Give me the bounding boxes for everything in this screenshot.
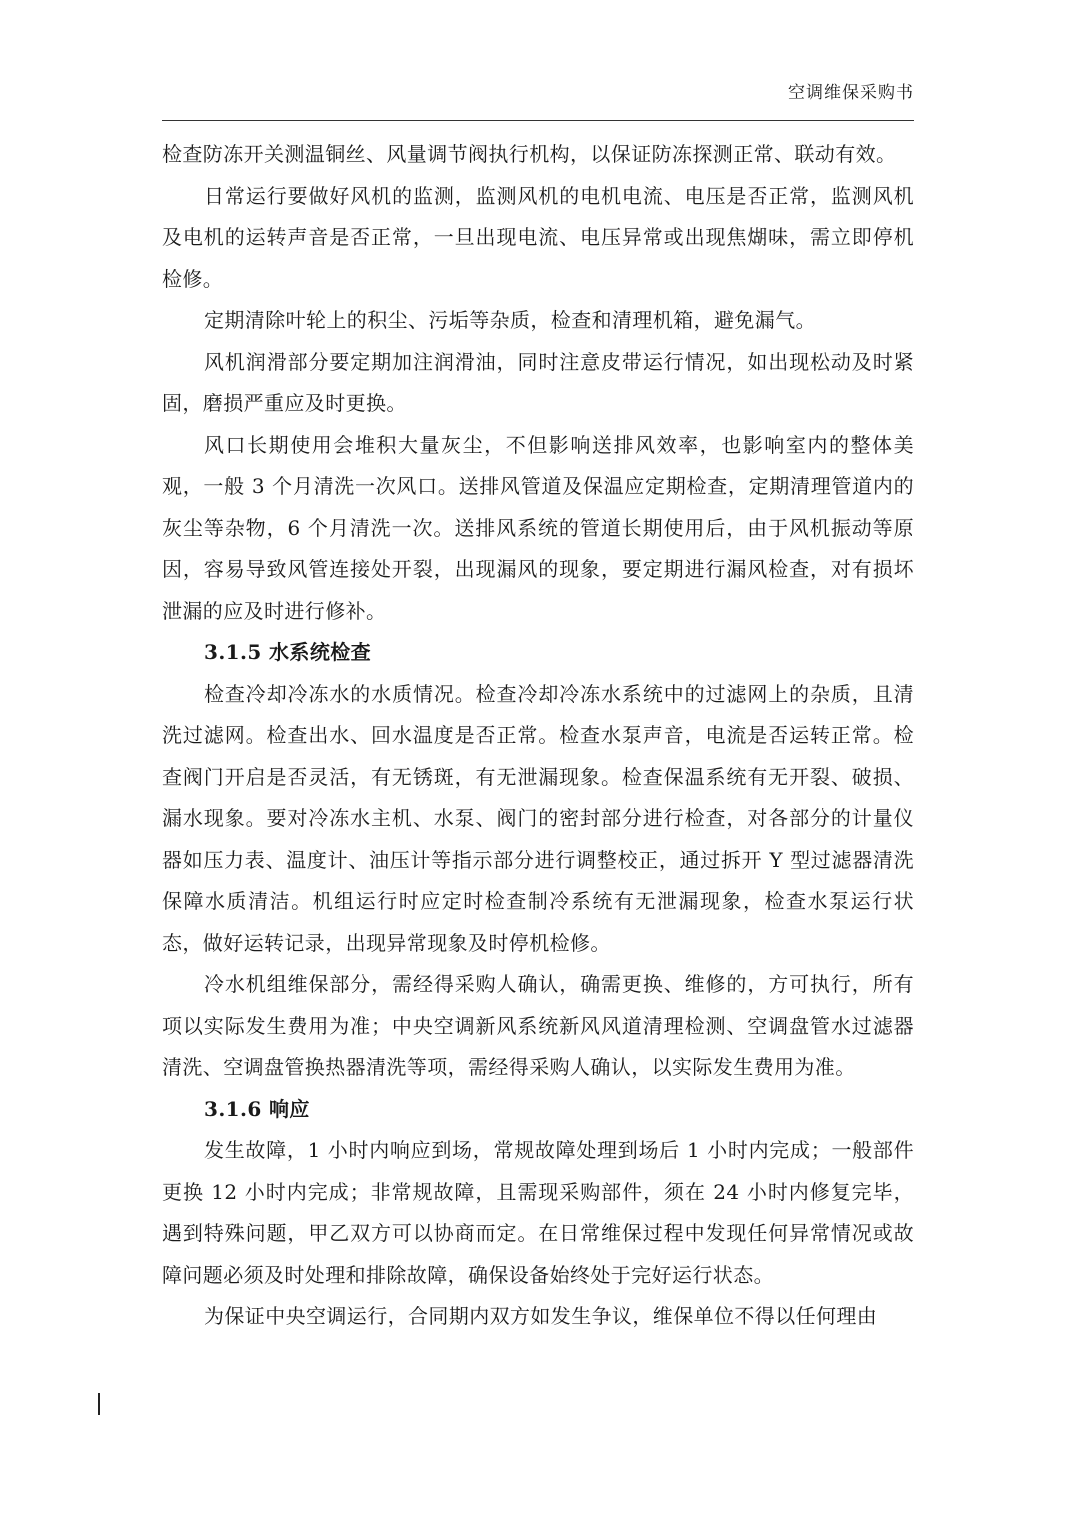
header-rule [162,120,914,121]
paragraph-continuation: 检查防冻开关测温铜丝、风量调节阀执行机构，以保证防冻探测正常、联动有效。 [162,142,897,166]
running-header-title: 空调维保采购书 [788,83,914,103]
paragraph-fan-lubrication: 风机润滑部分要定期加注润滑油，同时注意皮带运行情况，如出现松动及时紧固，磨损严重应及时更换。 [162,349,914,415]
section-heading-response: 3.1.6 响应 [204,1096,310,1121]
paragraph-water-inspection: 检查冷却冷冻水的水质情况。检查冷却冷冻水系统中的过滤网上的杂质，且清洗过滤网。检查出水、回水温度是否正常。检查水泵声音，电流是否运转正常。检查阀门开启是否灵活，有无锈斑，有无泄漏现象。检查保温系统有无开裂、破损、漏水现象。要对冷冻水主机、水泵、阀门的密封部分进行检查，对各部分的计量仪器如压力表、温度计、油压计等指示部分进行调整校正，通过拆开 Y 型过滤器清洗保障水质清洁。机组运行时应定时检查制冷系统有无泄漏现象，检查水泵运行状态，做好运转记录，出现异常现象及时停机检修。 [162,681,914,955]
paragraph-chiller-maintenance: 冷水机组维保部分，需经得采购人确认，确需更换、维修的，方可执行，所有项以实际发生费用为准；中央空调新风系统新风风道清理检测、空调盘管水过滤器清洗、空调盘管换热器清洗等项，需经得采购人确认，以实际发生费用为准。 [162,972,914,1079]
paragraph-air-outlet: 风口长期使用会堆积大量灰尘，不但影响送排风效率，也影响室内的整体美观，一般 3 个月清洗一次风口。送排风管道及保温应定期检查，定期清理管道内的灰尘等杂物，6 个月清洗一次。送排风系统的管道长期使用后，由于风机振动等原因，容易导致风管连接处开裂，出现漏风的现象，要定期进行漏风检查，对有损坏泄漏的应及时进行修补。 [162,432,914,623]
margin-revision-mark [98,1393,100,1415]
paragraph-fan-monitoring: 日常运行要做好风机的监测，监测风机的电机电流、电压是否正常，监测风机及电机的运转声音是否正常，一旦出现电流、电压异常或出现焦煳味，需立即停机检修。 [162,183,914,291]
section-heading-water-system: 3.1.5 水系统检查 [204,640,372,664]
paragraph-dispute: 为保证中央空调运行，合同期内双方如发生争议，维保单位不得以任何理由 [204,1304,878,1328]
body-text [162,134,914,1338]
paragraph-impeller-cleaning: 定期清除叶轮上的积尘、污垢等杂质，检查和清理机箱，避免漏气。 [204,308,816,332]
paragraph-fault-response: 发生故障，1 小时内响应到场，常规故障处理到场后 1 小时内完成；一般部件更换 12 小时内完成；非常规故障，且需现采购部件，须在 24 小时内修复完毕，遇到特殊问题，甲乙双方可以协商而定。在日常维保过程中发现任何异常情况或故障问题必须及时处理和排除故障，确保设备始终处于完好运行状态。 [162,1138,914,1287]
